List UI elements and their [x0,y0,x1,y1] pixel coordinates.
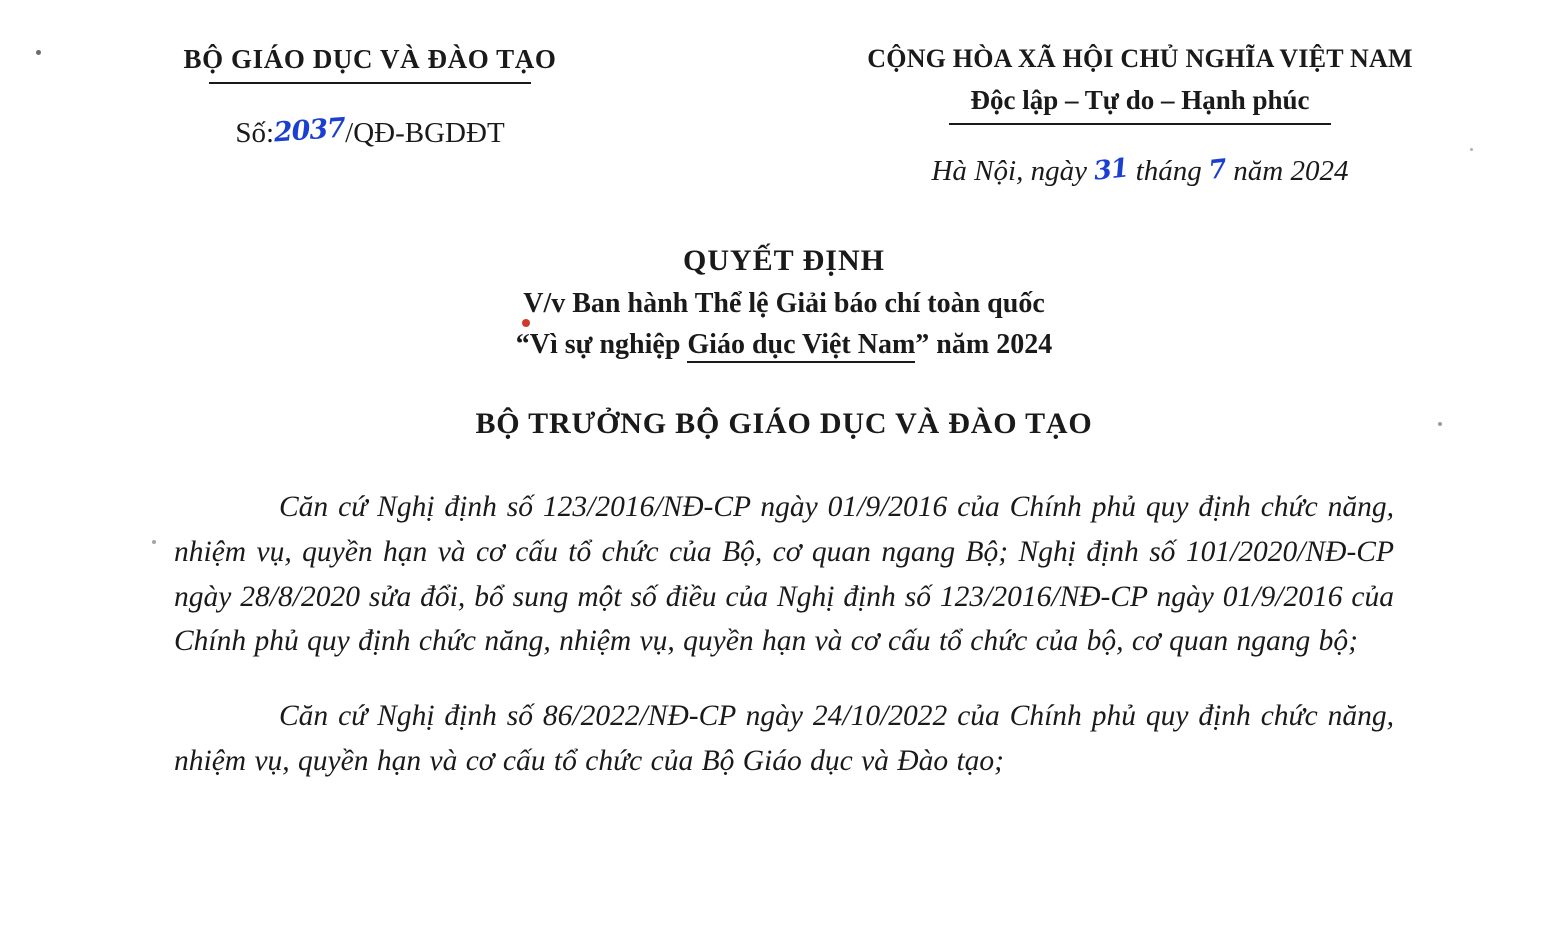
issuing-organization: BỘ GIÁO DỤC VÀ ĐÀO TẠO [183,44,557,74]
issuing-authority: BỘ TRƯỞNG BỘ GIÁO DỤC VÀ ĐÀO TẠO [475,407,1093,440]
body-paragraph: Căn cứ Nghị định số 123/2016/NĐ-CP ngày 01/9/2016 của Chính phủ quy định chức năng, nhiệm vụ, quyền hạn và cơ cấu tổ chức của Bộ, cơ quan ngang Bộ; Nghị định số 101/2020/NĐ-CP ngày 28/8/2020 sửa đổi, bổ sung một số điều của Nghị định số 123/2016/NĐ-CP ngày 01/9/2016 của Chính phủ quy định chức năng, nhiệm vụ, quyền hạn và cơ cấu tổ chức của bộ, cơ quan ngang bộ; [174,491,1394,658]
red-ink-dot [522,319,530,327]
document-header [0,0,1568,188]
subtitle-underlined-phrase: Giáo dục Việt Nam [687,329,915,363]
month-handwritten: 7 [1207,154,1228,186]
place-prefix: Hà Nội, ngày [931,155,1087,187]
document-title-block [0,244,1568,361]
header-right-block [740,44,1540,188]
scan-speck [1438,422,1442,426]
body-paragraph: Căn cứ Nghị định số 86/2022/NĐ-CP ngày 24/10/2022 của Chính phủ quy định chức năng, nhiệm vụ, quyền hạn và cơ cấu tổ chức của Bộ Giáo dục và Đào tạo; [174,699,1394,777]
document-number-handwritten: 2037 [272,112,346,149]
document-number-suffix: /QĐ-BGDĐT [345,117,505,149]
document-type: QUYẾT ĐỊNH [683,244,885,277]
organization-underline [209,82,531,84]
national-title: CỘNG HÒA XÃ HỘI CHỦ NGHĨA VIỆT NAM [867,44,1413,73]
day-handwritten: 31 [1092,153,1130,187]
document-body [174,485,1394,783]
document-subtitle-line-1: V/v Ban hành Thể lệ Giải báo chí toàn quốc [523,288,1045,319]
header-left-block [0,44,740,150]
scan-speck [152,540,156,544]
motto-underline [949,123,1331,125]
document-number-line [0,112,740,150]
document-number-prefix: Số: [235,117,275,149]
document-subtitle-line-2 [0,329,1568,361]
subtitle-suffix: ” năm 2024 [915,329,1053,360]
place-and-date-line [740,155,1540,188]
scan-speck [36,50,41,55]
month-prefix: tháng [1135,155,1202,187]
national-motto: Độc lập – Tự do – Hạnh phúc [970,85,1310,115]
scan-speck [1470,148,1473,151]
year-value: 2024 [1290,155,1349,187]
subtitle-prefix: “Vì sự nghiệp [515,329,688,360]
year-prefix: năm [1233,155,1284,187]
